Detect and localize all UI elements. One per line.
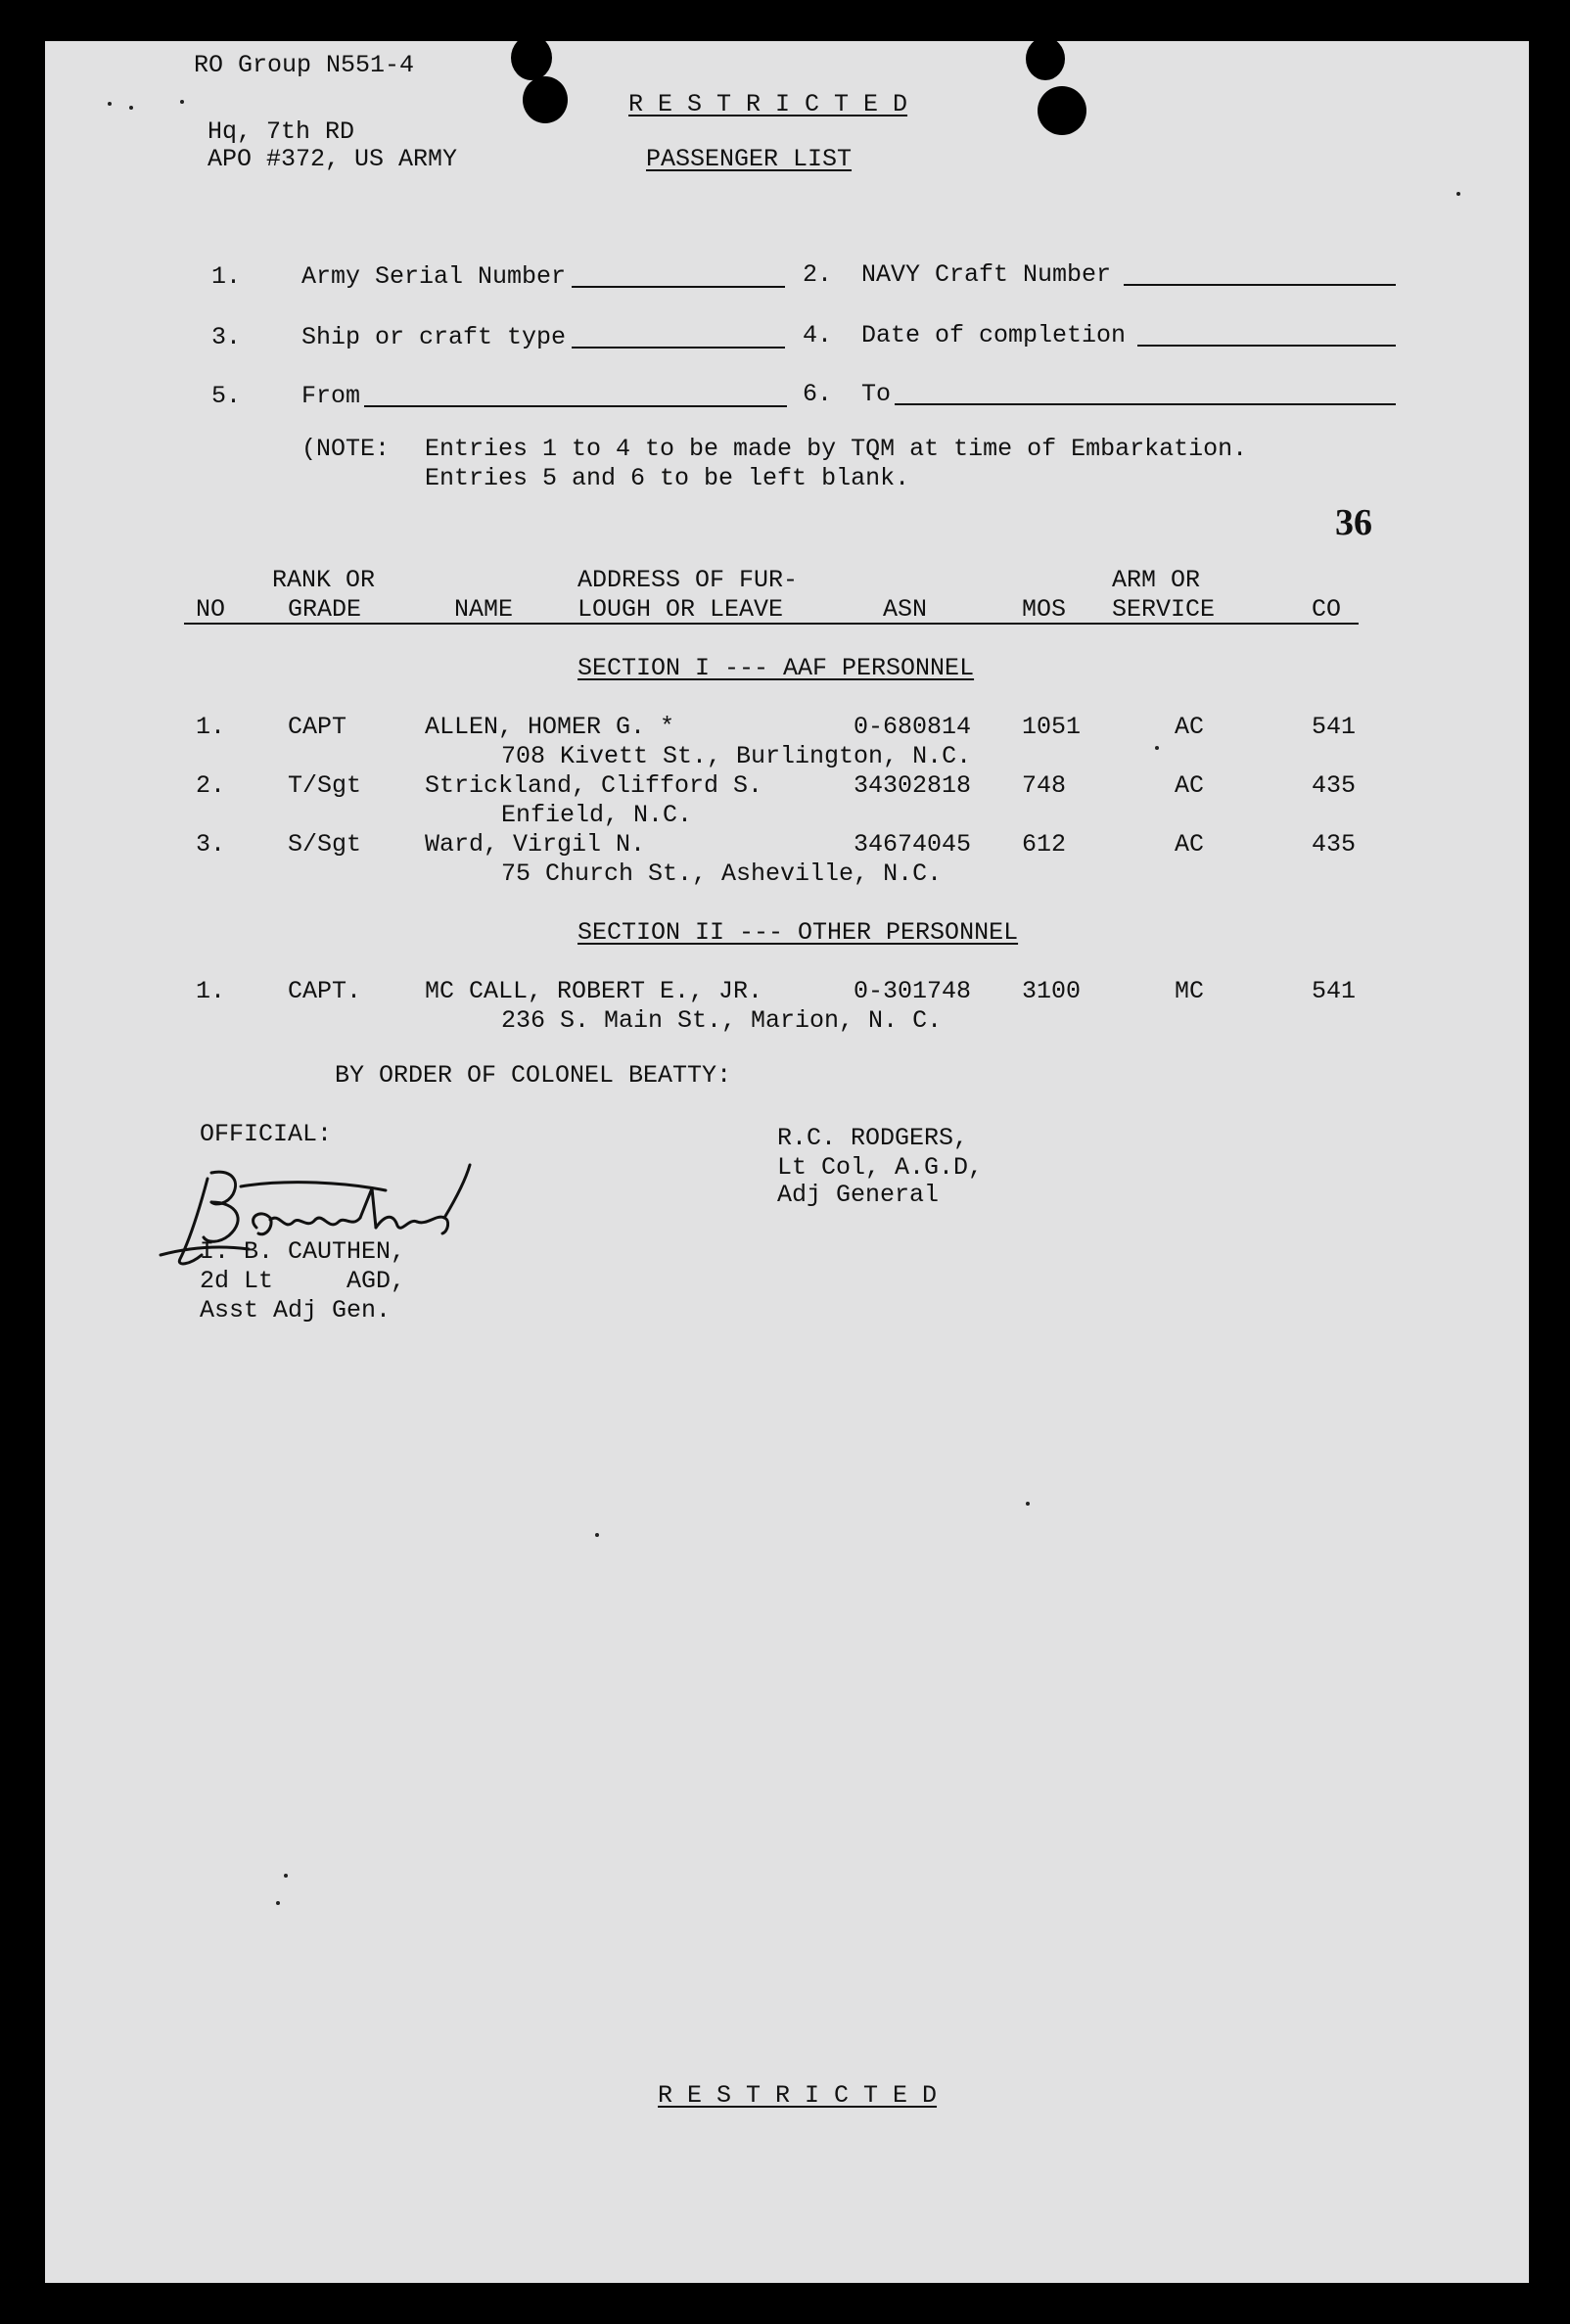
field-blank-date-completion <box>1137 345 1396 347</box>
row-arm: MC <box>1175 977 1205 1005</box>
row-mos: 748 <box>1022 771 1067 800</box>
column-arm-line2: SERVICE <box>1112 595 1216 624</box>
row-no: 1. <box>196 713 226 741</box>
row-address: 75 Church St., Asheville, N.C. <box>501 860 943 888</box>
note-line-2: Entries 5 and 6 to be left blank. <box>425 464 910 492</box>
order-statement: BY ORDER OF COLONEL BEATTY: <box>335 1061 732 1090</box>
paper-speck <box>276 1901 280 1905</box>
field-label-to: To <box>861 380 892 408</box>
field-number-4: 4. <box>803 321 833 349</box>
official-title: Asst Adj Gen. <box>200 1296 392 1325</box>
row-name: ALLEN, HOMER G. * <box>425 713 675 741</box>
field-blank-navy-craft <box>1124 284 1396 286</box>
field-label-army-serial: Army Serial Number <box>301 262 567 291</box>
field-blank-army-serial <box>572 286 785 288</box>
field-number-6: 6. <box>803 380 833 408</box>
row-address: 708 Kivett St., Burlington, N.C. <box>501 742 972 770</box>
row-co: 435 <box>1312 771 1357 800</box>
row-asn: 0-301748 <box>854 977 972 1005</box>
row-co: 541 <box>1312 977 1357 1005</box>
column-rank-line2: GRADE <box>288 595 362 624</box>
column-asn: ASN <box>883 595 928 624</box>
row-name: MC CALL, ROBERT E., JR. <box>425 977 763 1005</box>
row-rank: CAPT <box>288 713 347 741</box>
field-blank-ship-type <box>572 347 785 349</box>
field-number-1: 1. <box>211 262 242 291</box>
field-label-ship-type: Ship or craft type <box>301 323 567 351</box>
field-number-5: 5. <box>211 382 242 410</box>
section-title: SECTION II --- OTHER PERSONNEL <box>577 918 1019 947</box>
field-label-from: From <box>301 382 361 410</box>
punch-hole <box>1038 86 1086 135</box>
row-rank: S/Sgt <box>288 830 362 859</box>
official-rank: 2d Lt AGD, <box>200 1267 406 1295</box>
row-mos: 612 <box>1022 830 1067 859</box>
note-line-1: Entries 1 to 4 to be made by TQM at time of Embarkation. <box>425 435 1248 463</box>
row-address: Enfield, N.C. <box>501 801 693 829</box>
row-no: 2. <box>196 771 226 800</box>
group-id: RO Group N551-4 <box>194 51 415 79</box>
field-blank-from <box>364 405 787 407</box>
row-co: 435 <box>1312 830 1357 859</box>
apo-address: APO #372, US ARMY <box>208 145 458 173</box>
field-number-2: 2. <box>803 260 833 289</box>
handwritten-signature <box>151 1149 484 1286</box>
punch-hole <box>523 76 568 123</box>
row-asn: 34302818 <box>854 771 972 800</box>
column-arm-line1: ARM OR <box>1112 566 1201 594</box>
paper-speck <box>1026 1502 1030 1506</box>
classification-footer: R E S T R I C T E D <box>658 2081 938 2110</box>
punch-hole <box>511 41 552 80</box>
paper-speck <box>595 1533 599 1537</box>
column-address-line1: ADDRESS OF FUR- <box>577 566 799 594</box>
column-mos: MOS <box>1022 595 1067 624</box>
row-no: 3. <box>196 830 226 859</box>
note-label: (NOTE: <box>301 435 391 463</box>
row-arm: AC <box>1175 713 1205 741</box>
adjutant-name: R.C. RODGERS, <box>777 1124 969 1152</box>
paper-speck <box>108 102 112 106</box>
column-name: NAME <box>454 595 514 624</box>
field-label-navy-craft: NAVY Craft Number <box>861 260 1112 289</box>
field-number-3: 3. <box>211 323 242 351</box>
row-rank: CAPT. <box>288 977 362 1005</box>
row-name: Ward, Virgil N. <box>425 830 646 859</box>
field-blank-to <box>895 403 1396 405</box>
headquarters: Hq, 7th RD <box>208 117 355 146</box>
row-arm: AC <box>1175 771 1205 800</box>
adjutant-rank: Lt Col, A.G.D, <box>777 1153 984 1182</box>
paper-speck <box>180 100 184 104</box>
paper-speck <box>1155 746 1159 750</box>
row-name: Strickland, Clifford S. <box>425 771 763 800</box>
row-address: 236 S. Main St., Marion, N. C. <box>501 1006 943 1035</box>
field-label-date-completion: Date of completion <box>861 321 1127 349</box>
paper-speck <box>129 106 133 110</box>
page-number: 36 <box>1335 502 1372 543</box>
row-rank: T/Sgt <box>288 771 362 800</box>
paper-speck <box>284 1874 288 1878</box>
column-no: NO <box>196 595 226 624</box>
section-title: SECTION I --- AAF PERSONNEL <box>577 654 975 682</box>
row-co: 541 <box>1312 713 1357 741</box>
column-address-line2: LOUGH OR LEAVE <box>577 595 784 624</box>
column-rank-line1: RANK OR <box>272 566 376 594</box>
row-mos: 1051 <box>1022 713 1082 741</box>
official-name: I. B. CAUTHEN, <box>200 1237 406 1266</box>
row-no: 1. <box>196 977 226 1005</box>
paper-speck <box>1456 192 1460 196</box>
column-header-rule <box>184 623 1359 625</box>
row-asn: 34674045 <box>854 830 972 859</box>
column-co: CO <box>1312 595 1342 624</box>
adjutant-title: Adj General <box>777 1181 940 1209</box>
classification-header: R E S T R I C T E D <box>628 90 908 118</box>
row-mos: 3100 <box>1022 977 1082 1005</box>
row-asn: 0-680814 <box>854 713 972 741</box>
document-title: PASSENGER LIST <box>646 145 853 173</box>
punch-hole <box>1026 41 1065 80</box>
official-label: OFFICIAL: <box>200 1120 333 1148</box>
document-page <box>45 41 1529 2283</box>
row-arm: AC <box>1175 830 1205 859</box>
